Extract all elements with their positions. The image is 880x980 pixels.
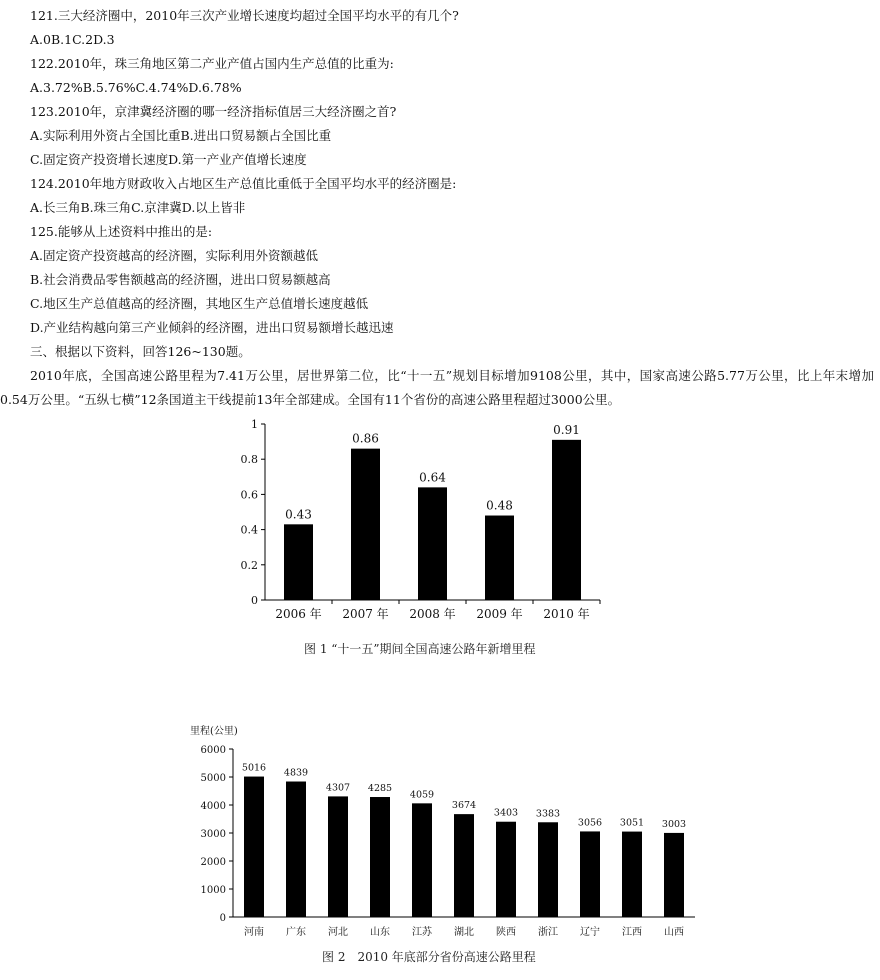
category-label: 湖北 (454, 927, 474, 938)
category-label: 河北 (328, 927, 348, 938)
chart1-caption: 图 1 “十一五”期间全国高速公路年新增里程 (304, 642, 536, 656)
bar (370, 797, 390, 917)
bar (284, 524, 313, 600)
category-label: 江苏 (412, 927, 432, 938)
category-label: 2010 年 (543, 607, 590, 621)
y-tick-label: 0.4 (240, 523, 258, 537)
options-123-ab: A.实际利用外资占全国比重B.进出口贸易额占全国比重 (30, 128, 332, 143)
chart-province-mileage (185, 720, 705, 942)
bar (286, 782, 306, 917)
category-label: 2007 年 (342, 607, 389, 621)
category-label: 2008 年 (409, 607, 456, 621)
options-123-cd: C.固定资产投资增长速度D.第一产业产值增长速度 (30, 152, 307, 167)
options-121: A.0B.1C.2D.3 (30, 32, 115, 47)
bar (622, 832, 642, 917)
y-tick-label: 0.8 (240, 453, 258, 467)
y-tick-label: 3000 (200, 829, 226, 840)
category-label: 山西 (664, 927, 684, 938)
options-124: A.长三角B.珠三角C.京津冀D.以上皆非 (30, 200, 246, 215)
bar (552, 440, 581, 600)
bar (454, 814, 474, 917)
question-125: 125.能够从上述资料中推出的是: (30, 224, 213, 239)
y-tick-label: 6000 (200, 745, 226, 756)
bar (664, 833, 684, 917)
value-label: 4059 (409, 789, 435, 801)
value-label: 4307 (325, 782, 351, 794)
chart-new-mileage (240, 410, 620, 635)
y-tick-label: 1000 (200, 885, 226, 896)
value-label: 3003 (661, 818, 687, 830)
y-tick-label: 1 (251, 418, 258, 431)
bar (412, 803, 432, 917)
question-123: 123.2010年，京津冀经济圈的哪一经济指标值居三大经济圈之首? (30, 104, 397, 119)
value-label: 0.64 (419, 470, 446, 485)
category-label: 江西 (622, 927, 642, 938)
value-label: 0.43 (285, 507, 312, 522)
category-label: 2006 年 (275, 607, 322, 621)
bar (538, 822, 558, 917)
chart1-bars (284, 440, 581, 600)
y-tick-label: 0.6 (240, 488, 258, 502)
y-tick-label: 0 (219, 913, 226, 924)
option-125-a: A.固定资产投资越高的经济圈，实际利用外资额越低 (30, 248, 319, 263)
bar (485, 516, 514, 600)
question-124: 124.2010年地方财政收入占地区生产总值比重低于全国平均水平的经济圈是: (30, 176, 457, 191)
value-label: 4285 (367, 783, 393, 795)
value-label: 3674 (451, 800, 477, 812)
value-label: 0.91 (553, 422, 580, 437)
material-paragraph: 2010年底，全国高速公路里程为7.41万公里，居世界第二位，比“十一五”规划目标增加9108公里，其中，国家高速公路5.77万公里，比上年末增加0.54万公里。“五纵七横”12条国道主干线提前13年全部建成。全国有11个省份的高速公路里程超过3000公里。 (0, 368, 874, 407)
category-label: 浙江 (538, 927, 558, 938)
option-125-d: D.产业结构越向第三产业倾斜的经济圈，进出口贸易额增长越迅速 (30, 320, 394, 335)
option-125-c: C.地区生产总值越高的经济圈，其地区生产总值增长速度越低 (30, 296, 369, 311)
bar (351, 449, 380, 600)
value-label: 0.86 (352, 431, 379, 446)
bar (418, 487, 447, 600)
value-label: 3051 (619, 817, 645, 829)
y-tick-label: 0.2 (240, 558, 258, 572)
value-label: 3383 (535, 808, 561, 820)
value-label: 3056 (577, 817, 603, 829)
y-tick-label: 5000 (200, 773, 226, 784)
question-122: 122.2010年，珠三角地区第二产业产值占国内生产总值的比重为: (30, 56, 394, 71)
bar (244, 777, 264, 917)
y-tick-label: 0 (251, 594, 258, 607)
value-label: 0.48 (486, 498, 513, 513)
category-label: 辽宁 (580, 927, 600, 938)
category-label: 2009 年 (476, 607, 523, 621)
chart2-labels (190, 724, 686, 938)
y-axis-title: 里程(公里) (190, 726, 238, 737)
value-label: 3403 (493, 807, 519, 819)
category-label: 山东 (370, 927, 390, 938)
section-heading: 三、根据以下资料，回答126~130题。 (30, 344, 251, 359)
value-label: 4839 (283, 767, 309, 779)
bar (580, 831, 600, 917)
option-125-b: B.社会消费品零售额越高的经济圈，进出口贸易额越高 (30, 272, 331, 287)
category-label: 广东 (286, 927, 306, 938)
y-tick-label: 4000 (200, 801, 226, 812)
question-121: 121.三大经济圈中，2010年三次产业增长速度均超过全国平均水平的有几个? (30, 8, 459, 23)
chart2-bars (244, 777, 687, 917)
chart2-caption: 图 2 2010 年底部分省份高速公路里程 (322, 950, 536, 964)
category-label: 陕西 (496, 927, 516, 938)
y-tick-label: 2000 (200, 857, 226, 868)
options-122: A.3.72%B.5.76%C.4.74%D.6.78% (30, 80, 242, 95)
category-label: 河南 (244, 927, 264, 938)
value-label: 5016 (241, 762, 267, 774)
bar (496, 822, 516, 917)
bar (328, 796, 348, 917)
